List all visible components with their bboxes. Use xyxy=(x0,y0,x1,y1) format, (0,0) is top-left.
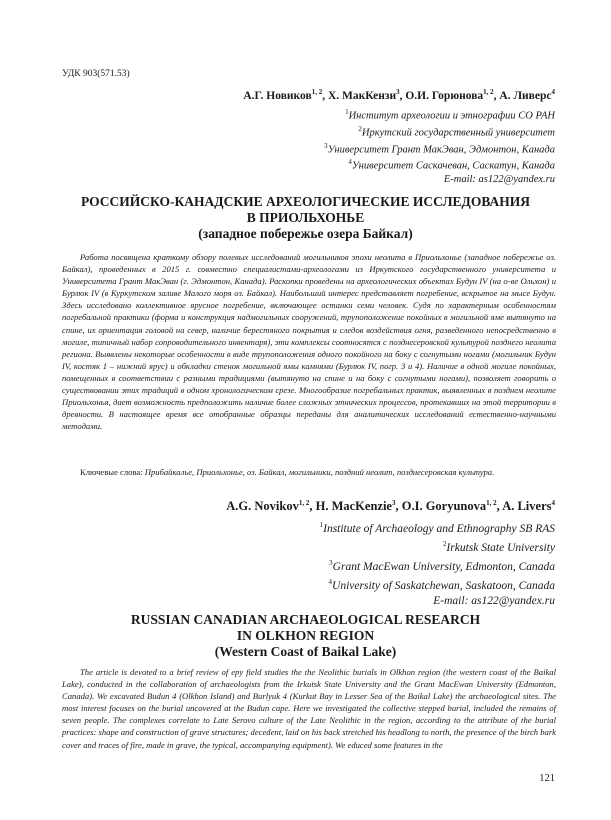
affiliation-mark: 3 xyxy=(324,141,328,150)
affiliation-line xyxy=(324,156,555,173)
author-name: H. MacKenzie xyxy=(315,499,392,514)
affiliations-ru xyxy=(324,106,555,186)
author-affiliation-mark: 1, 2 xyxy=(298,499,310,507)
author-name: О.И. Горюнова xyxy=(405,89,484,102)
keywords-value: Прибайкалье, Приольхонье, оз. Байкал, могильники, поздний неолит, позднесеровская культура. xyxy=(144,467,495,477)
author-name: А. Ливерс xyxy=(499,89,552,102)
udk-code: УДК 903(571.53) xyxy=(62,69,130,79)
affiliation-text: Университет Саскачеван, Саскатун, Канада xyxy=(351,160,555,172)
title-ru-line-1: РОССИЙСКО-КАНАДСКИЕ АРХЕОЛОГИЧЕСКИЕ ИССЛЕДОВАНИЯ xyxy=(80,194,531,209)
affiliation-line xyxy=(320,518,555,537)
author-separator: , xyxy=(395,499,402,514)
affiliation-text: Irkutsk State University xyxy=(446,541,555,554)
affiliation-mark: 3 xyxy=(329,559,333,568)
affiliation-text: University of Saskatchewan, Saskatoon, Canada xyxy=(332,579,555,592)
title-en-line-3: (Western Coast of Baikal Lake) xyxy=(214,644,397,659)
email[interactable]: E-mail: as122@yandex.ru xyxy=(433,595,555,608)
author-affiliation-mark: 3 xyxy=(396,88,400,96)
page-number: 121 xyxy=(539,773,555,784)
affiliation-mark: 1 xyxy=(345,108,349,116)
author-separator: , xyxy=(309,499,316,514)
affiliation-text: Institute of Archaeology and Ethnography SB RAS xyxy=(323,522,555,535)
author-affiliation-mark: 4 xyxy=(551,88,555,96)
affiliation-mark: 2 xyxy=(442,540,447,549)
title-ru xyxy=(40,194,571,242)
author-name: А.Г. Новиков xyxy=(243,89,312,102)
author-affiliation-mark: 1, 2 xyxy=(483,88,494,96)
keywords-label: Ключевые слова: xyxy=(80,467,145,477)
affiliation-text: Иркутский государственный университет xyxy=(361,127,555,139)
author-name: A.G. Novikov xyxy=(226,499,299,514)
affiliation-line xyxy=(324,106,555,123)
authors-en xyxy=(226,499,555,514)
author-affiliation-mark: 1, 2 xyxy=(311,88,323,96)
author-affiliation-mark: 4 xyxy=(551,499,555,507)
title-ru-line-3: (западное побережье озера Байкал) xyxy=(198,226,413,241)
author-name: Х. МакКензи xyxy=(327,89,397,102)
author-separator: , xyxy=(496,499,503,514)
author-name: O.I. Goryunova xyxy=(401,499,487,514)
author-separator: , xyxy=(399,89,406,102)
affiliation-line xyxy=(320,556,555,575)
title-en xyxy=(40,612,571,660)
affiliation-mark: 1 xyxy=(319,521,324,529)
author-separator: , xyxy=(493,89,500,102)
title-en-line-1: RUSSIAN CANADIAN ARCHAEOLOGICAL RESEARCH xyxy=(130,612,481,627)
affiliations-en xyxy=(320,518,555,609)
author-separator: , xyxy=(322,89,328,102)
title-en-line-2: IN OLKHON REGION xyxy=(236,628,375,643)
affiliation-text: Институт археологии и этнографии СО РАН xyxy=(348,110,555,122)
affiliation-mark: 4 xyxy=(348,158,352,167)
affiliation-text: Университет Грант МакЭван, Эдмонтон, Канада xyxy=(327,144,555,156)
affiliation-line xyxy=(320,537,555,556)
keywords-ru xyxy=(62,467,556,477)
abstract-ru: Работа посвящена краткому обзору полевых исследований могильников эпохи неолита в Приольхонье (западное побережье оз. Байкал), проведенных в 2015 г. совместно специалистами-археологами из Иркутского государственного университета и Университета Грант МакЭван (г. Эдмонтон, Канада). Раскопки проведены на археологических объектах Будун IV (на о-ве Ольхон) и Бурлюк IV (в Куркутском заливе Малого моря оз. Байкал). Наибольший интерес представляет погребение, вскрытое на мысе Будун. Здесь исследовано коллективное ярусное погребение, включающее останки семи человек. Судя по характерным особенностям погребальной практики (форма и конструкция надмогильных сооружений, трупоположение покойных в могильной яме вытянуто на спине, их ориентация головой на север, наличие берестяного покрытия и следов воздействия огня, разведенного непосредственно в могиле, типичный набор сопроводительного инвентаря), эти комплексы соотносятся с позднесеровской культурой позднего неолита региона. Выявлены некоторые особенности в виде трупоположения одного покойного на боку с согнутыми ногами (могильник Будун IV, костяк 1 – нижний ярус) и обкладки стенок могильной ямы камнями (Бурлюк IV, погр. 3 и 4). Наличие в одной могиле покойных, помещенных в соответствии с разными традициями (вытянуто на спине и на боку с согнутыми ногами), позволяет говорить о существовании этих традиций в одном хронологическом срезе. Многообразие погребальных практик, выявленных в позднем неолите Приольхонья, дает возможность предположить наличие более сложных этнических процессов, протекавших на этой территории в древности. В настоящее время все отобранные образцы переданы для аналитических исследований естественно-научными методами. xyxy=(62,252,556,432)
author-affiliation-mark: 1, 2 xyxy=(486,499,497,507)
author-affiliation-mark: 3 xyxy=(391,499,396,507)
affiliation-line xyxy=(324,123,555,140)
affiliation-mark: 2 xyxy=(358,124,362,133)
abstract-en: The article is devoted to a brief review of epy field studies the the Neolithic burials in Olkhon region (the western coast of the Baikal Lake), conducted in the collaboration of archaeologists from the Irkutsk State University and the Grant MacEwan University (Edmonton, Canada). We excavated Budun 4 (Olkhon Island) and Burlyuk 4 (Kurkut Bay in Lesser Sea of the Baikal Lake) the archaeological sites. The most interest focuses on the burial uncovered at the Budun cape. Here we investigated the collective stepped burial, included the remains of seven people. The complexes correlate to Late Serovo culture of the Late Neolithic in the region, according to the attribute of the burial practices: shape and construction of grave structures; decedent, laid on his back stretched his headlong to north, the presence of the birch bark cover and traces of fire, made in grave, the typical, accompanying equipment). We educed some features in the xyxy=(62,667,556,750)
authors-ru xyxy=(243,88,555,102)
affiliation-line xyxy=(320,575,555,594)
author-name: A. Livers xyxy=(502,499,552,514)
affiliation-text: Grant MacEwan University, Edmonton, Canada xyxy=(332,560,555,573)
affiliation-mark: 4 xyxy=(328,578,333,587)
title-ru-line-2: В ПРИОЛЬХОНЬЕ xyxy=(246,210,365,225)
email[interactable]: E-mail: as122@yandex.ru xyxy=(443,174,555,186)
affiliation-line xyxy=(324,140,555,157)
